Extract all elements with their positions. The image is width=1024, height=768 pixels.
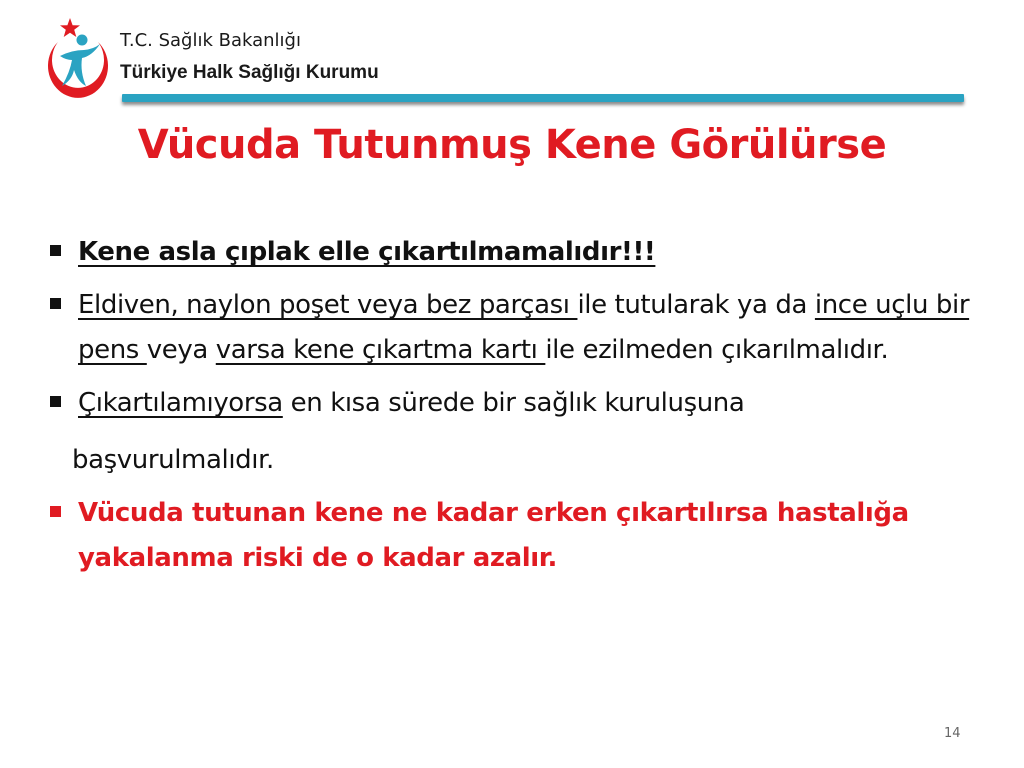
bullet-text: Kene asla çıplak elle çıkartılmamalıdır!!! [78, 237, 656, 267]
page-number: 14 [944, 726, 961, 741]
underlined-phrase: Çıkartılamıyorsa [78, 388, 283, 418]
ministry-logo-icon [36, 16, 110, 108]
bullet-text: en kısa sürede bir sağlık kuruluşuna [282, 388, 745, 418]
header-divider [122, 94, 964, 102]
bullet-text: Vücuda tutunan kene ne kadar erken çıkartılırsa hastalığa yakalanma riski de o kadar azalır. [78, 498, 909, 573]
square-bullet-icon [50, 396, 61, 407]
bullet-text: veya [146, 335, 216, 365]
underlined-phrase: varsa kene çıkartma kartı [215, 335, 546, 365]
bullet-continuation: başvurulmalıdır. [72, 445, 274, 475]
underlined-phrase: ince uçlu bir pens [78, 290, 970, 365]
org-name-line2: Türkiye Halk Sağlığı Kurumu [120, 62, 379, 83]
bullet-item [50, 491, 970, 581]
bullet-item [50, 230, 970, 275]
slide-title: Vücuda Tutunmuş Kene Görülürse [137, 122, 887, 168]
bullet-text: ile tutularak ya da [577, 290, 815, 320]
bullet-item [50, 283, 970, 373]
square-bullet-icon [50, 298, 61, 309]
bullet-item [50, 381, 970, 426]
slide-content [50, 230, 970, 581]
org-name-line1: T.C. Sağlık Bakanlığı [120, 30, 301, 51]
bullet-text: ile ezilmeden çıkarılmalıdır. [545, 335, 889, 365]
square-bullet-icon [50, 245, 61, 256]
square-bullet-icon [50, 506, 61, 517]
underlined-phrase: Eldiven, naylon poşet veya bez parçası [78, 290, 578, 320]
